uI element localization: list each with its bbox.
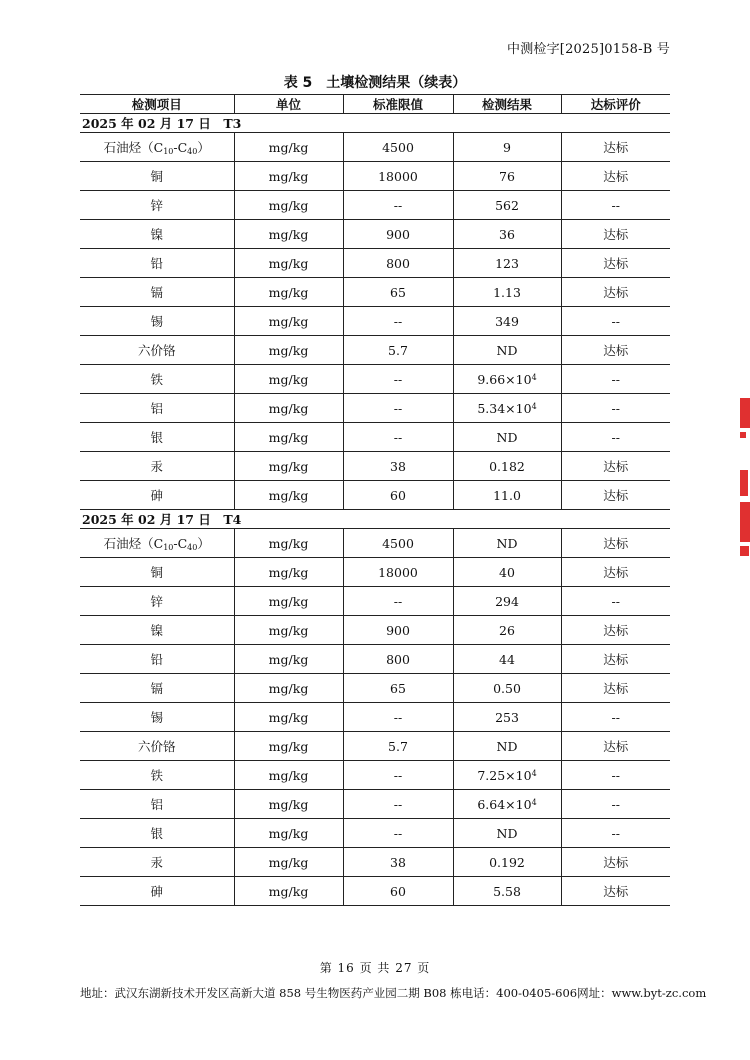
column-header-limit: 标准限值	[343, 95, 453, 114]
table-row	[80, 423, 670, 452]
cell-limit: 60	[343, 877, 453, 906]
cell-evaluation: 达标	[561, 674, 670, 703]
section-header-row	[80, 510, 670, 529]
cell-evaluation: 达标	[561, 220, 670, 249]
item-name: 砷	[150, 488, 163, 503]
cell-item	[80, 336, 234, 365]
result-value: 5.34×10	[477, 400, 532, 416]
cell-unit: mg/kg	[234, 877, 343, 906]
table-row	[80, 732, 670, 761]
cell-result	[453, 790, 561, 819]
cell-limit: 5.7	[343, 732, 453, 761]
item-subscript: 40	[187, 543, 198, 552]
cell-item	[80, 732, 234, 761]
cell-item	[80, 558, 234, 587]
cell-evaluation: --	[561, 394, 670, 423]
item-name: 六价铬	[137, 343, 176, 358]
cell-limit: 65	[343, 278, 453, 307]
table-row	[80, 365, 670, 394]
cell-item	[80, 790, 234, 819]
table-row	[80, 394, 670, 423]
cell-evaluation: --	[561, 761, 670, 790]
cell-result	[453, 529, 561, 558]
table-row	[80, 452, 670, 481]
cell-result	[453, 394, 561, 423]
item-name: 银	[150, 826, 163, 841]
table-row	[80, 790, 670, 819]
cell-result	[453, 848, 561, 877]
cell-item	[80, 703, 234, 732]
cell-evaluation: 达标	[561, 877, 670, 906]
column-header-item: 检测项目	[80, 95, 234, 114]
cell-unit: mg/kg	[234, 761, 343, 790]
item-name: 铜	[150, 565, 163, 580]
cell-result	[453, 162, 561, 191]
cell-evaluation: --	[561, 587, 670, 616]
cell-result	[453, 278, 561, 307]
cell-result	[453, 558, 561, 587]
result-exponent: 4	[531, 768, 537, 778]
cell-unit: mg/kg	[234, 558, 343, 587]
cell-limit: 60	[343, 481, 453, 510]
cell-limit: 900	[343, 616, 453, 645]
result-value: 44	[499, 651, 515, 667]
table-row	[80, 307, 670, 336]
cell-evaluation: 达标	[561, 848, 670, 877]
cell-evaluation: 达标	[561, 616, 670, 645]
cell-unit: mg/kg	[234, 452, 343, 481]
result-value: 7.25×10	[477, 767, 532, 783]
table-title: 表 5 土壤检测结果（续表）	[283, 75, 467, 91]
cell-limit: --	[343, 191, 453, 220]
cell-limit: 38	[343, 848, 453, 877]
cell-item	[80, 365, 234, 394]
cell-evaluation: --	[561, 819, 670, 848]
cell-item	[80, 848, 234, 877]
table-row	[80, 703, 670, 732]
table-row	[80, 191, 670, 220]
cell-unit: mg/kg	[234, 481, 343, 510]
page-number: 第 16 页 共 27 页	[319, 961, 431, 975]
cell-evaluation: --	[561, 703, 670, 732]
table-row	[80, 616, 670, 645]
item-name: 锡	[150, 314, 163, 329]
item-name: 锌	[150, 198, 163, 213]
footer-phone: 电话：400-0405-606	[461, 986, 578, 1000]
item-name: 汞	[150, 855, 163, 870]
cell-unit: mg/kg	[234, 423, 343, 452]
result-value: 349	[495, 313, 519, 329]
cell-evaluation: 达标	[561, 558, 670, 587]
cell-unit: mg/kg	[234, 616, 343, 645]
result-exponent: 4	[531, 401, 537, 411]
report-number: 中测检字[2025]0158-B 号	[507, 42, 670, 57]
table-row	[80, 674, 670, 703]
footer	[80, 985, 707, 1001]
item-name: 银	[150, 430, 163, 445]
result-value: ND	[496, 825, 518, 841]
item-name-tail: ）	[197, 536, 210, 551]
cell-item	[80, 423, 234, 452]
cell-result	[453, 703, 561, 732]
cell-result	[453, 481, 561, 510]
cell-result	[453, 365, 561, 394]
cell-evaluation: 达标	[561, 481, 670, 510]
footer-address: 地址：武汉东湖新技术开发区高新大道 858 号生物医药产业园二期 B08 栋	[80, 986, 462, 1000]
cell-limit: 18000	[343, 558, 453, 587]
item-name-mid: -C	[173, 140, 188, 155]
column-header-evaluation: 达标评价	[561, 95, 670, 114]
cell-limit: --	[343, 423, 453, 452]
table-row	[80, 133, 670, 162]
cell-evaluation: --	[561, 365, 670, 394]
cell-evaluation: 达标	[561, 645, 670, 674]
cell-item	[80, 307, 234, 336]
result-exponent: 4	[531, 797, 537, 807]
item-name: 石油烃（C	[103, 536, 164, 551]
cell-item	[80, 162, 234, 191]
soil-results-table	[80, 94, 670, 906]
cell-limit: 800	[343, 645, 453, 674]
cell-unit: mg/kg	[234, 220, 343, 249]
cell-limit: 4500	[343, 133, 453, 162]
cell-unit: mg/kg	[234, 732, 343, 761]
cell-limit: 4500	[343, 529, 453, 558]
cell-result	[453, 587, 561, 616]
cell-result	[453, 220, 561, 249]
cell-item	[80, 645, 234, 674]
cell-limit: --	[343, 790, 453, 819]
item-name: 镉	[150, 681, 163, 696]
cell-item	[80, 220, 234, 249]
cell-unit: mg/kg	[234, 394, 343, 423]
section-label: 2025 年 02 月 17 日 T4	[80, 510, 670, 529]
table-row	[80, 336, 670, 365]
cell-result	[453, 877, 561, 906]
cell-result	[453, 819, 561, 848]
cell-unit: mg/kg	[234, 529, 343, 558]
table-row	[80, 819, 670, 848]
cell-item	[80, 452, 234, 481]
result-value: 1.13	[493, 284, 521, 300]
cell-item	[80, 587, 234, 616]
cell-item	[80, 133, 234, 162]
cell-limit: 800	[343, 249, 453, 278]
cell-limit: --	[343, 394, 453, 423]
cell-evaluation: 达标	[561, 336, 670, 365]
table-row	[80, 877, 670, 906]
cell-evaluation: 达标	[561, 278, 670, 307]
item-subscript: 10	[163, 147, 174, 156]
cell-result	[453, 732, 561, 761]
cell-item	[80, 394, 234, 423]
table-row	[80, 481, 670, 510]
cell-unit: mg/kg	[234, 848, 343, 877]
result-exponent: 4	[531, 372, 537, 382]
cell-item	[80, 529, 234, 558]
cell-unit: mg/kg	[234, 674, 343, 703]
seal-stamp-fragment	[740, 398, 750, 558]
item-name: 镉	[150, 285, 163, 300]
cell-item	[80, 819, 234, 848]
result-value: 0.192	[489, 854, 525, 870]
cell-evaluation: 达标	[561, 162, 670, 191]
table-row	[80, 587, 670, 616]
item-subscript: 10	[163, 543, 174, 552]
cell-item	[80, 481, 234, 510]
cell-evaluation: --	[561, 307, 670, 336]
cell-result	[453, 307, 561, 336]
cell-result	[453, 645, 561, 674]
item-name: 铁	[150, 768, 163, 783]
cell-limit: --	[343, 819, 453, 848]
cell-limit: 5.7	[343, 336, 453, 365]
cell-item	[80, 249, 234, 278]
table-row	[80, 278, 670, 307]
cell-item	[80, 616, 234, 645]
result-value: 9	[503, 139, 511, 155]
table-row	[80, 761, 670, 790]
table-row	[80, 529, 670, 558]
cell-limit: --	[343, 365, 453, 394]
cell-unit: mg/kg	[234, 307, 343, 336]
cell-limit: --	[343, 307, 453, 336]
cell-unit: mg/kg	[234, 133, 343, 162]
cell-unit: mg/kg	[234, 365, 343, 394]
item-name: 石油烃（C	[103, 140, 164, 155]
cell-limit: 65	[343, 674, 453, 703]
item-name-mid: -C	[173, 536, 188, 551]
cell-unit: mg/kg	[234, 278, 343, 307]
cell-item	[80, 191, 234, 220]
cell-limit: --	[343, 761, 453, 790]
cell-result	[453, 249, 561, 278]
item-name: 镍	[150, 227, 163, 242]
section-header-row	[80, 114, 670, 133]
result-value: 5.58	[493, 883, 521, 899]
cell-unit: mg/kg	[234, 703, 343, 732]
cell-item	[80, 761, 234, 790]
result-value: 0.182	[489, 458, 525, 474]
result-value: 9.66×10	[477, 371, 532, 387]
item-name: 铅	[150, 256, 163, 271]
cell-unit: mg/kg	[234, 162, 343, 191]
cell-item	[80, 674, 234, 703]
item-name: 铜	[150, 169, 163, 184]
cell-unit: mg/kg	[234, 819, 343, 848]
footer-website: 网址：www.byt-zc.com	[577, 986, 707, 1000]
item-name: 锌	[150, 594, 163, 609]
result-value: 123	[495, 255, 519, 271]
cell-unit: mg/kg	[234, 191, 343, 220]
cell-result	[453, 336, 561, 365]
item-name: 锡	[150, 710, 163, 725]
cell-evaluation: 达标	[561, 732, 670, 761]
cell-evaluation: --	[561, 790, 670, 819]
cell-limit: --	[343, 587, 453, 616]
result-value: ND	[496, 738, 518, 754]
result-value: ND	[496, 342, 518, 358]
cell-result	[453, 761, 561, 790]
cell-result	[453, 616, 561, 645]
cell-limit: 18000	[343, 162, 453, 191]
column-header-result: 检测结果	[453, 95, 561, 114]
cell-unit: mg/kg	[234, 336, 343, 365]
item-name: 铝	[150, 797, 163, 812]
result-value: 26	[499, 622, 515, 638]
item-name: 铅	[150, 652, 163, 667]
cell-evaluation: 达标	[561, 529, 670, 558]
table-row	[80, 249, 670, 278]
table-row	[80, 645, 670, 674]
cell-result	[453, 191, 561, 220]
result-value: 0.50	[493, 680, 521, 696]
column-header-unit: 单位	[234, 95, 343, 114]
item-name: 铁	[150, 372, 163, 387]
result-value: 562	[495, 197, 519, 213]
item-name: 砷	[150, 884, 163, 899]
result-value: 6.64×10	[477, 796, 532, 812]
table-row	[80, 162, 670, 191]
cell-unit: mg/kg	[234, 790, 343, 819]
item-name: 镍	[150, 623, 163, 638]
table-row	[80, 558, 670, 587]
item-name: 六价铬	[137, 739, 176, 754]
section-label: 2025 年 02 月 17 日 T3	[80, 114, 670, 133]
cell-limit: --	[343, 703, 453, 732]
cell-result	[453, 133, 561, 162]
result-value: ND	[496, 429, 518, 445]
result-value: 76	[499, 168, 515, 184]
table-row	[80, 220, 670, 249]
cell-result	[453, 674, 561, 703]
cell-evaluation: 达标	[561, 249, 670, 278]
cell-unit: mg/kg	[234, 587, 343, 616]
table-body	[80, 114, 670, 906]
cell-result	[453, 423, 561, 452]
cell-unit: mg/kg	[234, 249, 343, 278]
table-row	[80, 848, 670, 877]
cell-unit: mg/kg	[234, 645, 343, 674]
table-header-row	[80, 95, 670, 114]
item-name: 铝	[150, 401, 163, 416]
cell-result	[453, 452, 561, 481]
cell-evaluation: --	[561, 423, 670, 452]
item-name-tail: ）	[197, 140, 210, 155]
result-value: 40	[499, 564, 515, 580]
item-name: 汞	[150, 459, 163, 474]
cell-evaluation: --	[561, 191, 670, 220]
cell-item	[80, 278, 234, 307]
cell-evaluation: 达标	[561, 452, 670, 481]
result-value: 36	[499, 226, 515, 242]
cell-evaluation: 达标	[561, 133, 670, 162]
result-value: 11.0	[493, 487, 521, 503]
result-value: 253	[495, 709, 519, 725]
cell-limit: 38	[343, 452, 453, 481]
results-table-container	[80, 94, 670, 906]
result-value: 294	[495, 593, 519, 609]
item-subscript: 40	[187, 147, 198, 156]
cell-limit: 900	[343, 220, 453, 249]
result-value: ND	[496, 535, 518, 551]
cell-item	[80, 877, 234, 906]
